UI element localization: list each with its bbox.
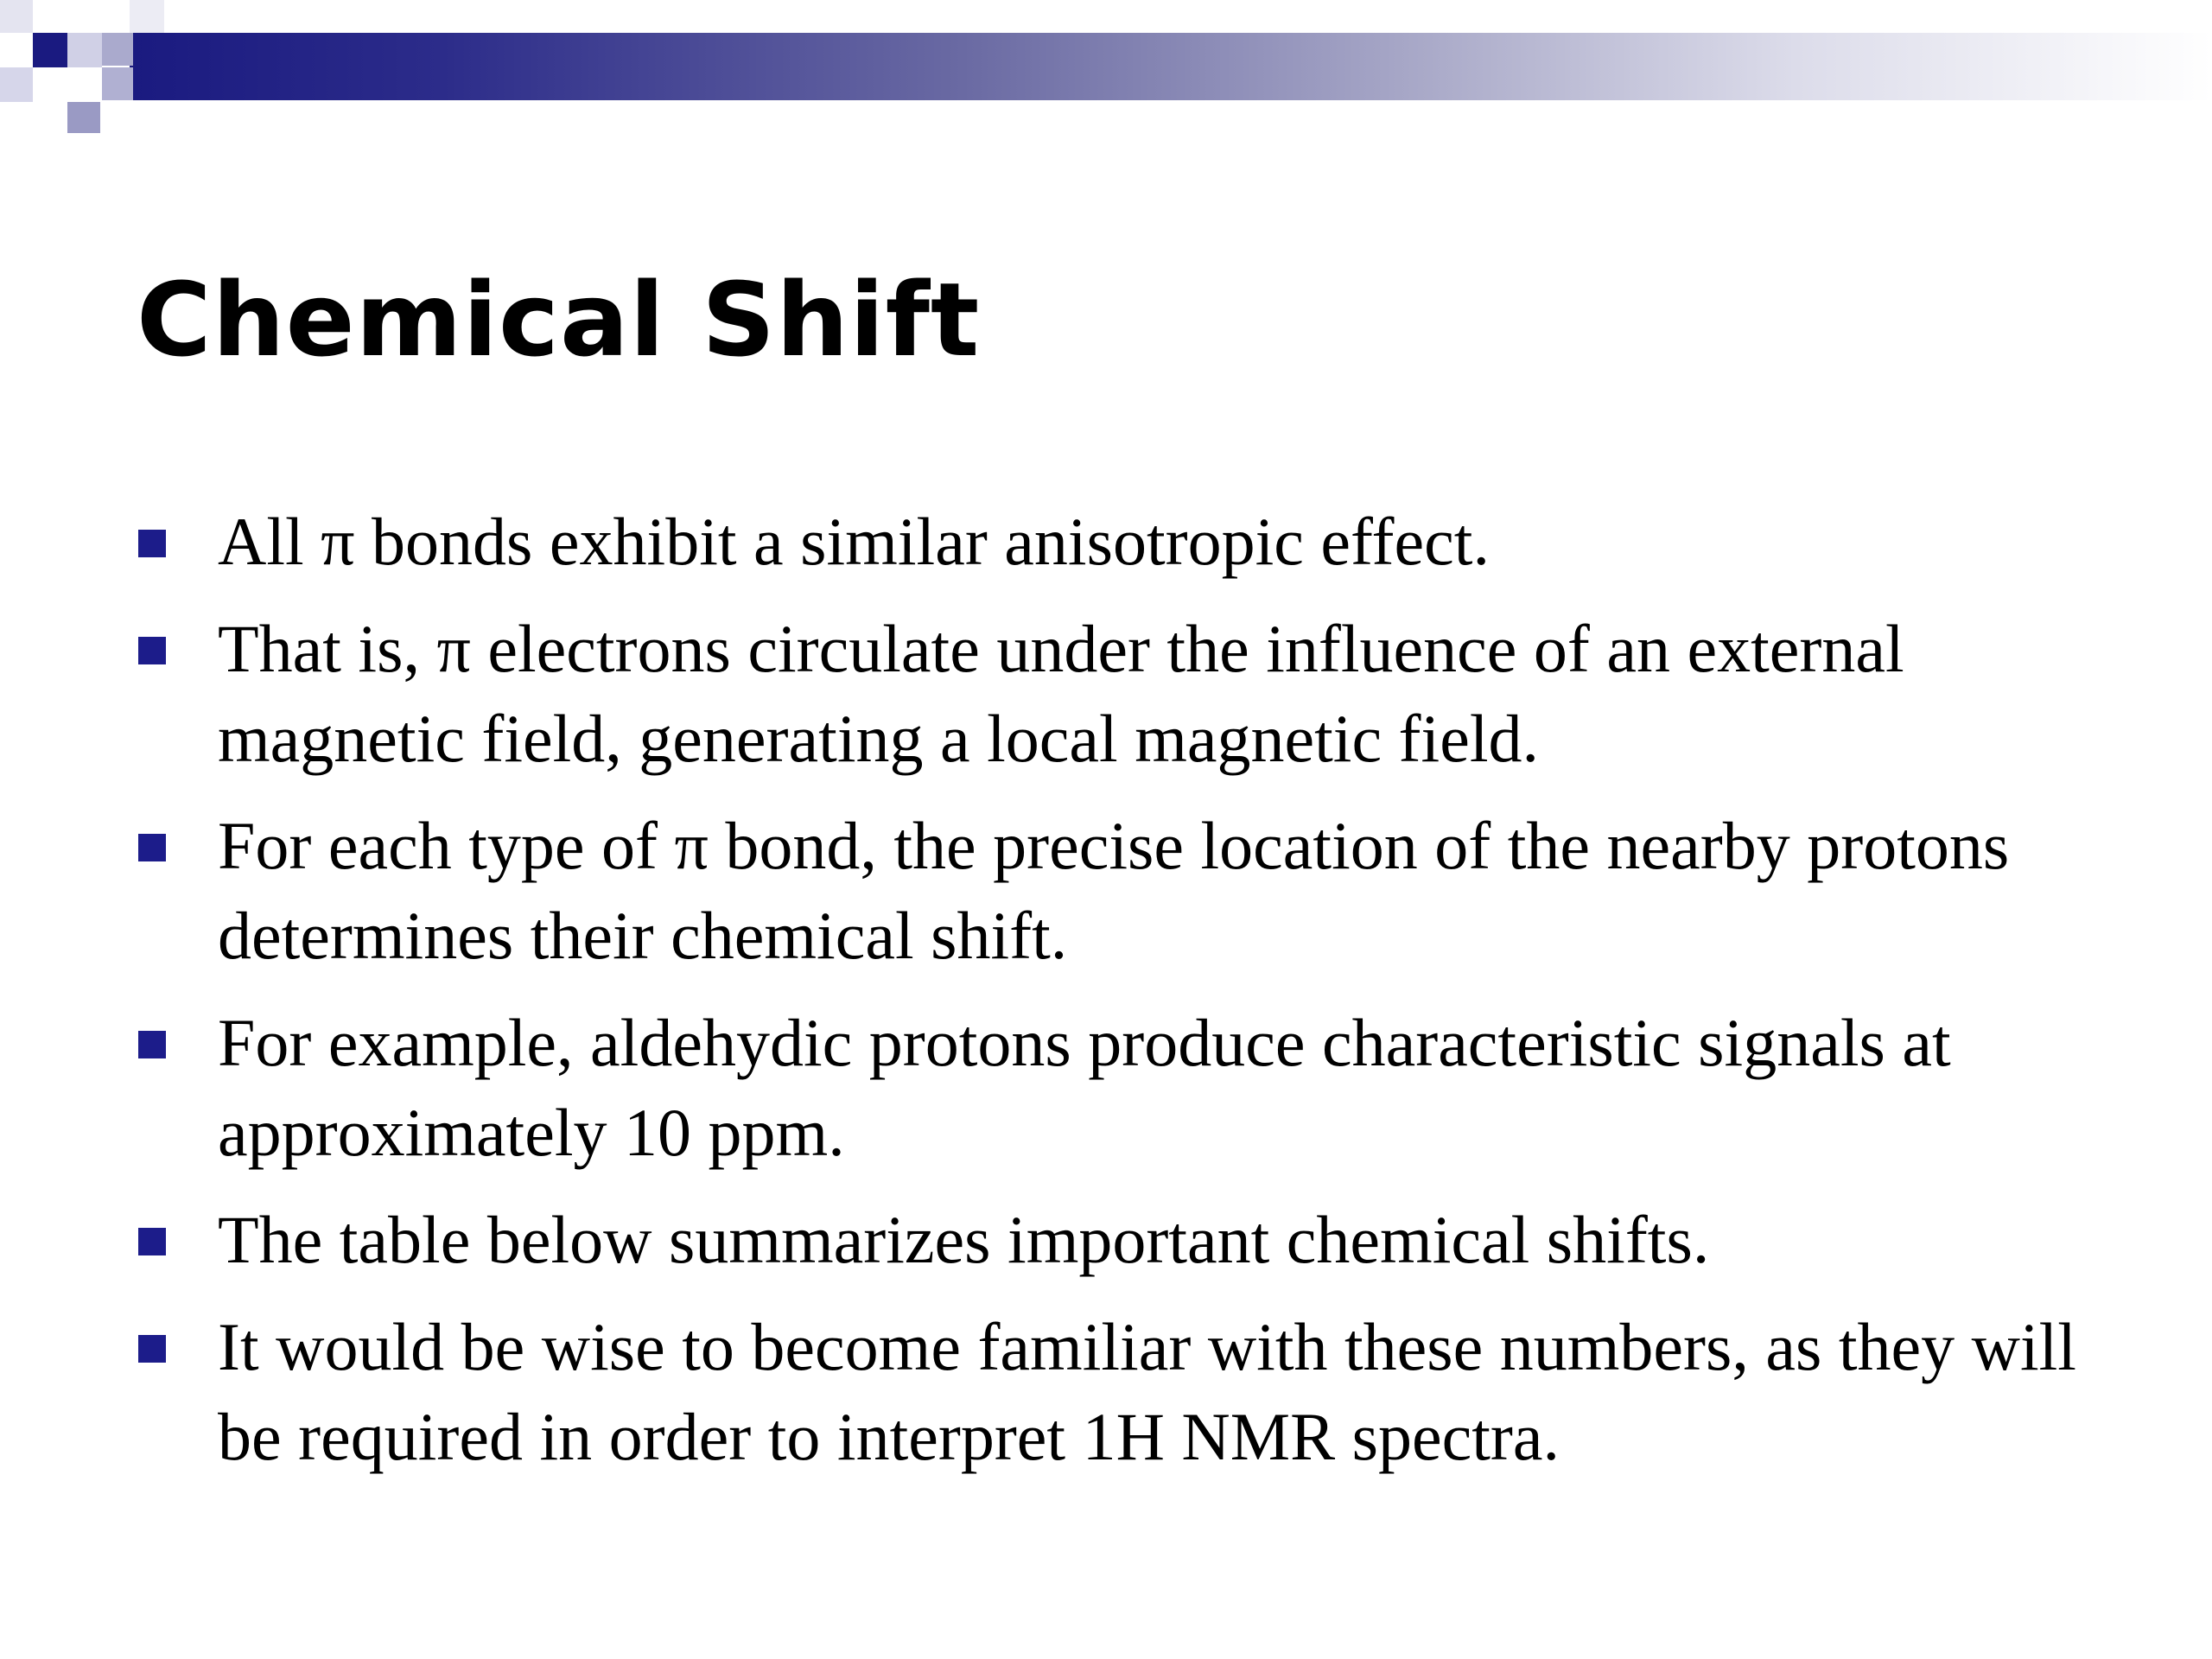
bullet-item	[137, 604, 2124, 784]
bullet-text: That is, π electrons circulate under the influence of an external magnetic field, generating a local magnetic field.	[218, 611, 1904, 776]
bullet-text: It would be wise to become familiar with these numbers, as they will be required in order to interpret 1H NMR spectra.	[218, 1309, 2076, 1474]
square-bullet-icon	[138, 834, 166, 861]
gradient-header-bar	[130, 33, 2212, 100]
square-bullet-icon	[138, 637, 166, 664]
decorative-square	[33, 33, 67, 67]
bullet-item	[137, 998, 2124, 1178]
bullet-item	[137, 1302, 2124, 1482]
bullet-item	[137, 497, 2124, 587]
bullet-item	[137, 1195, 2124, 1285]
bullet-text: For each type of π bond, the precise location of the nearby protons determines their chemical shift.	[218, 808, 2010, 973]
decorative-square	[102, 33, 133, 66]
bullet-text: All π bonds exhibit a similar anisotropic effect.	[218, 504, 1490, 579]
bullet-item	[137, 801, 2124, 981]
decorative-square	[67, 102, 100, 133]
slide-title: Chemical Shift	[137, 260, 981, 379]
bullet-text: For example, aldehydic protons produce characteristic signals at approximately 10 ppm.	[218, 1005, 1951, 1170]
bullet-text: The table below summarizes important chemical shifts.	[218, 1202, 1710, 1277]
square-bullet-icon	[138, 530, 166, 557]
square-bullet-icon	[138, 1031, 166, 1058]
decorative-square	[0, 67, 33, 102]
square-bullet-icon	[138, 1335, 166, 1363]
decorative-square	[0, 0, 33, 33]
square-bullet-icon	[138, 1228, 166, 1255]
decorative-square	[130, 0, 164, 33]
bullet-list	[137, 497, 2124, 1499]
decorative-square	[102, 67, 133, 100]
decorative-square	[67, 33, 102, 67]
